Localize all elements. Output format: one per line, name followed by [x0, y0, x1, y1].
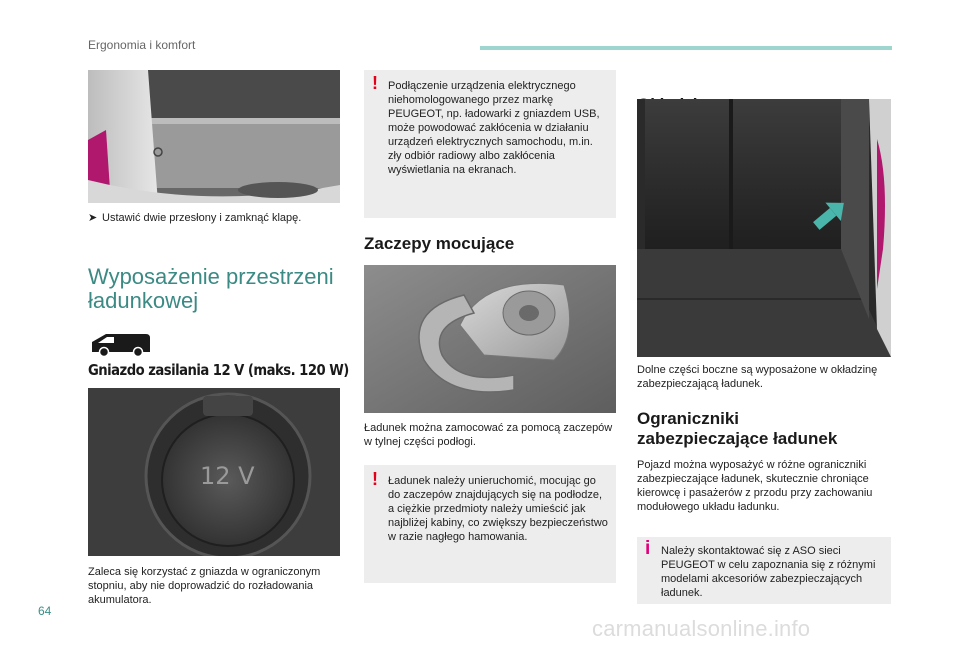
paragraph-restraints: Pojazd można wyposażyć w różne ograniczniki zabezpieczające ładunek, skutecznie chroniące kierowcę i pasażerów z przodu przy zachowaniu modułowego układu ładunku.	[637, 459, 873, 513]
caption-lining: Dolne części boczne są wyposażone w okładzinę zabezpieczającą ładunek.	[637, 364, 878, 390]
section-title: Wyposażenie przestrzeni ładunkowej	[88, 264, 334, 313]
van-icon	[88, 330, 152, 358]
caption-anchors: Ładunek można zamocować za pomocą zaczepów w tylnej części podłogi.	[364, 422, 613, 448]
restraints-heading: Ograniczniki zabezpieczające ładunek	[637, 409, 838, 448]
caption-cover: ➤ Ustawić dwie przesłony i zamknąć klapę.	[88, 212, 302, 224]
cargo-cover-photo	[88, 70, 340, 203]
anchor-photo	[364, 265, 616, 413]
section-header: Ergonomia i komfort	[88, 38, 196, 52]
socket-heading: Gniazdo zasilania 12 V (maks. 120 W)	[88, 361, 349, 379]
watermark: carmanualsonline.info	[592, 616, 811, 641]
warning-box-electrical: ! Podłączenie urządzenia elektrycznego niehomologowanego przez markę PEUGEOT, np. ładowarki z gniazdem USB, może powodować zakłócenia w działaniu urządzeń elektrycznych samochodu, m.in. zły odbiór radiowy albo zakłócenia wyświetlania na ekranach.	[364, 70, 616, 218]
info-box-aso: i Należy skontaktować się z ASO sieci PEUGEOT w celu zapoznania się z różnymi modelami akcesoriów zabezpieczających ładunek.	[637, 537, 891, 604]
warning-box-load: ! Ładunek należy unieruchomić, mocując go do zaczepów znajdujących się na podłodze, a ciężkie przedmioty należy umieścić jak najbliżej kabiny, co zwiększy bezpieczeństwo w razie nagłego hamowania.	[364, 465, 616, 583]
anchors-heading: Zaczepy mocujące	[364, 234, 515, 253]
page-number: 64	[38, 604, 52, 618]
warning-icon: !	[372, 73, 378, 93]
header-bar	[480, 46, 892, 50]
info-icon: i	[645, 538, 651, 559]
cargo-lining-photo	[637, 99, 891, 357]
socket-label: 12 V	[200, 462, 255, 490]
caption-socket: Zaleca się korzystać z gniazda w ograniczonym stopniu, aby nie doprowadzić do rozładowania akumulatora.	[88, 566, 321, 606]
socket-photo	[88, 388, 340, 556]
warning-icon: !	[372, 469, 378, 489]
bullet-icon: ➤	[88, 212, 98, 224]
